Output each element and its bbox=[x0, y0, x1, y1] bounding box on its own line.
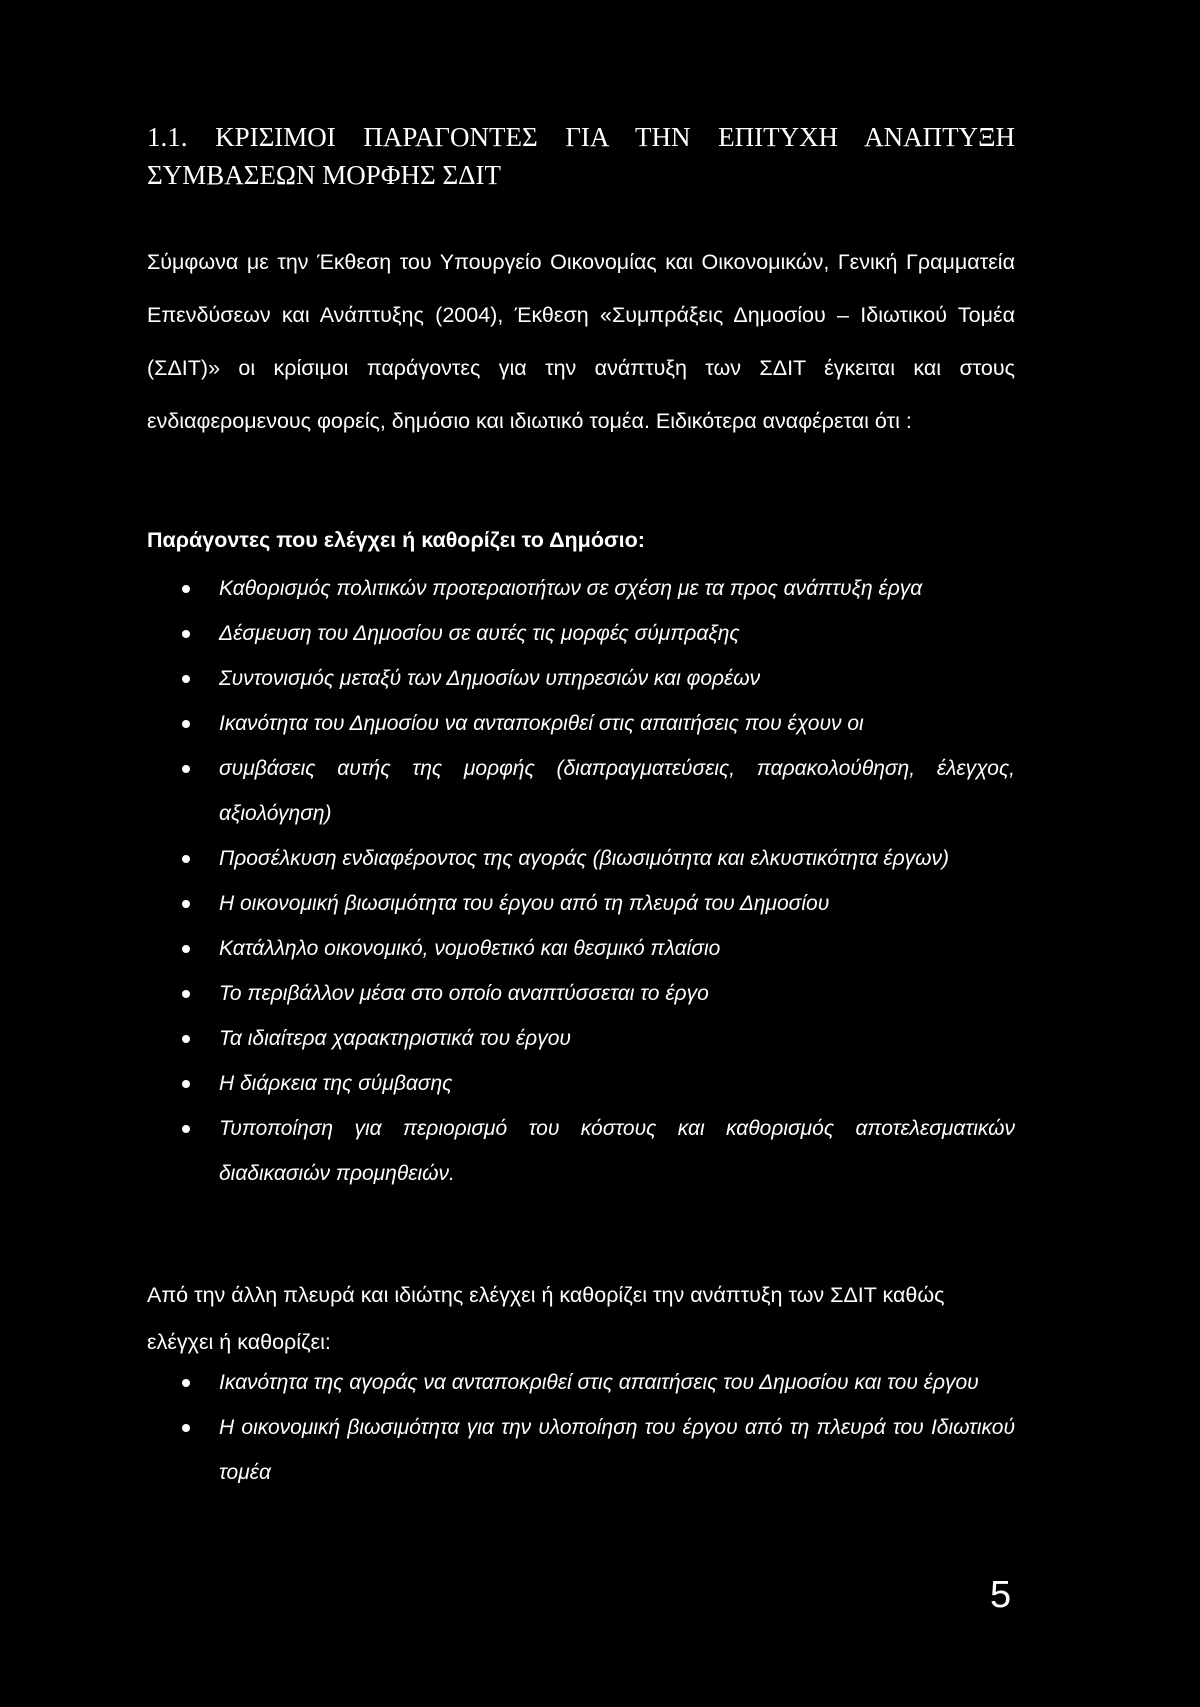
bullet-icon bbox=[182, 675, 190, 683]
list-item-text: Το περιβάλλον μέσα στο οποίο αναπτύσσεται το έργο bbox=[219, 982, 709, 1005]
list-item-text: Ικανότητα της αγοράς να ανταποκριθεί στις απαιτήσεις του Δημοσίου και του έργου bbox=[219, 1371, 979, 1394]
list-item-text: Τυποποίηση για περιορισμό του κόστους και καθορισμός αποτελεσματικών διαδικασιών προμηθειών. bbox=[219, 1117, 1015, 1185]
bullet-icon bbox=[182, 900, 190, 908]
bullet-icon bbox=[182, 765, 190, 773]
bullet-icon bbox=[182, 1080, 190, 1088]
private-factors-list bbox=[147, 1360, 1015, 1495]
list-item bbox=[147, 611, 1015, 656]
list-item bbox=[147, 746, 1015, 836]
section-heading: 1.1. ΚΡΙΣΙΜΟΙ ΠΑΡΑΓΟΝΤΕΣ ΓΙΑ ΤΗΝ ΕΠΙΤΥΧΗ ΑΝΑΠΤΥΞΗ ΣΥΜΒΑΣΕΩΝ ΜΟΡΦΗΣ ΣΔΙΤ bbox=[147, 122, 1015, 190]
bullet-icon bbox=[182, 720, 190, 728]
list-item bbox=[147, 1016, 1015, 1061]
public-factors-list bbox=[147, 566, 1015, 1196]
page-number: 5 bbox=[990, 1574, 1012, 1616]
list-item-text: συμβάσεις αυτής της μορφής (διαπραγματεύσεις, παρακολούθηση, έλεγχος, αξιολόγηση) bbox=[219, 757, 1015, 825]
bullet-icon bbox=[182, 1424, 190, 1432]
list-item-text: Η οικονομική βιωσιμότητα του έργου από τη πλευρά του Δημοσίου bbox=[219, 892, 830, 915]
list-item bbox=[147, 656, 1015, 701]
list-item bbox=[147, 926, 1015, 971]
bullet-icon bbox=[182, 585, 190, 593]
list-item-text: Ικανότητα του Δημοσίου να ανταποκριθεί στις απαιτήσεις που έχουν οι bbox=[219, 712, 864, 735]
list-item-text: Κατάλληλο οικονομικό, νομοθετικό και θεσμικό πλαίσιο bbox=[219, 937, 721, 960]
list-item bbox=[147, 1106, 1015, 1196]
list-item-text: Συντονισμός μεταξύ των Δημοσίων υπηρεσιών και φορέων bbox=[219, 667, 761, 690]
list-item bbox=[147, 1360, 1015, 1405]
bullet-icon bbox=[182, 1035, 190, 1043]
list-item-text: Η οικονομική βιωσιμότητα για την υλοποίηση του έργου από τη πλευρά του Ιδιωτικού τομέα bbox=[219, 1416, 1015, 1484]
bullet-icon bbox=[182, 1379, 190, 1387]
list-item-text: Τα ιδιαίτερα χαρακτηριστικά του έργου bbox=[219, 1027, 571, 1050]
list-item-text: Προσέλκυση ενδιαφέροντος της αγοράς (βιωσιμότητα και ελκυστικότητα έργων) bbox=[219, 847, 949, 870]
bullet-icon bbox=[182, 630, 190, 638]
intro-paragraph: Σύμφωνα με την Έκθεση του Υπουργείο Οικονομίας και Οικονομικών, Γενική Γραμματεία Επενδύσεων και Ανάπτυξης (2004), Έκθεση «Συμπράξεις Δημοσίου – Ιδιωτικού Τομέα (ΣΔΙΤ)» οι κρίσιμοι παράγοντες για την ανάπτυξη των ΣΔΙΤ έγκειται και στους ενδιαφερομενους φορείς, δημόσιο και ιδιωτικό τομέα. Ειδικότερα αναφέρεται ότι : bbox=[147, 250, 1015, 433]
list-item bbox=[147, 1405, 1015, 1495]
list-item bbox=[147, 566, 1015, 611]
list-item bbox=[147, 881, 1015, 926]
bullet-icon bbox=[182, 990, 190, 998]
list-item-text: Δέσμευση του Δημοσίου σε αυτές τις μορφές σύμπραξης bbox=[219, 622, 740, 645]
document-page bbox=[147, 0, 1015, 1707]
bullet-icon bbox=[182, 855, 190, 863]
list-item bbox=[147, 836, 1015, 881]
bullet-icon bbox=[182, 945, 190, 953]
list-item-text: Καθορισμός πολιτικών προτεραιοτήτων σε σχέση με τα προς ανάπτυξη έργα bbox=[219, 577, 923, 600]
private-intro-paragraph: Από την άλλη πλευρά και ιδιώτης ελέγχει ή καθορίζει την ανάπτυξη των ΣΔΙΤ καθώς ελέγχει ή καθορίζει: bbox=[147, 1283, 945, 1354]
bullet-icon bbox=[182, 1125, 190, 1133]
list-item bbox=[147, 701, 1015, 746]
list-item bbox=[147, 971, 1015, 1016]
list-item bbox=[147, 1061, 1015, 1106]
list-item-text: Η διάρκεια της σύμβασης bbox=[219, 1072, 453, 1095]
public-factors-title: Παράγοντες που ελέγχει ή καθορίζει το Δημόσιο: bbox=[147, 528, 645, 552]
